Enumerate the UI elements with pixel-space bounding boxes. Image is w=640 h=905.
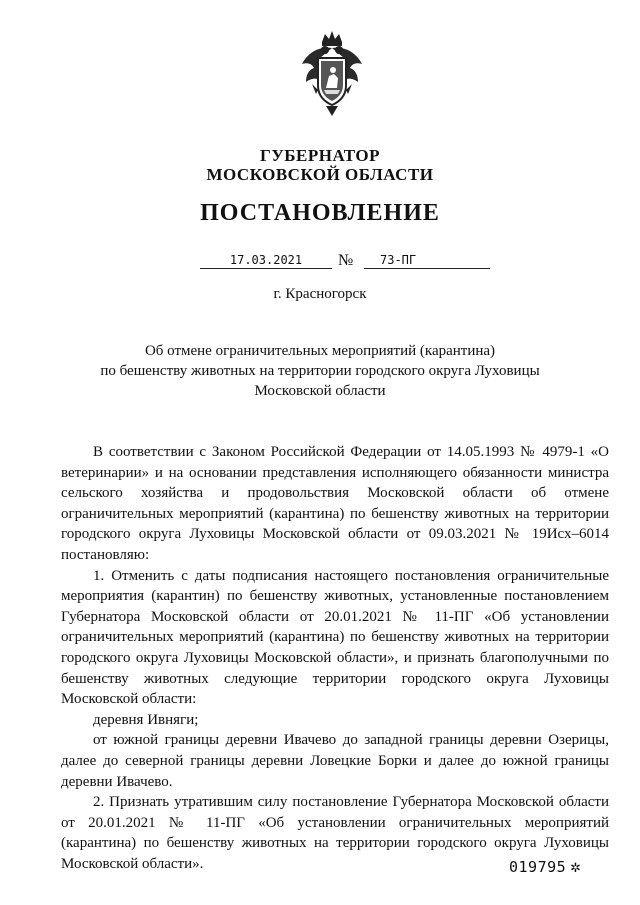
title-line: Московской области	[254, 383, 386, 399]
decree-number-field	[364, 253, 490, 269]
coat-of-arms-icon	[298, 28, 366, 118]
serial-mark-icon: ✲	[570, 857, 581, 877]
serial-number: 019795	[509, 858, 567, 876]
clause-2-paragraph: 2. Признать утратившим силу постановление Губернатора Московской области от 20.01.2021 № 11-ПГ «Об установлении ограничительных мероприятий (карантина) по бешенству животных на территории городского округа Луховицы Московской области».	[61, 794, 609, 872]
preamble-paragraph: В соответствии с Законом Российской Федерации от 14.05.1993 № 4979-1 «О ветеринарии» и на основании представления исполняющего обязанности министра сельского хозяйства и продовольствия Московской области об отмене ограничительных мероприятий (карантина) по бешенству животных на территории городского округа Луховицы Московской области от 09.03.2021 № 19Исх–6014 постановляю:	[61, 444, 609, 563]
clause-1-paragraph: 1. Отменить с даты подписания настоящего постановления ограничительные мероприятия (карантин) по бешенству животных, установленные постановлением Губернатора Московской области от 20.01.2021 № 11-ПГ «Об установлении ограничительных мероприятий (карантина) по бешенству животных на территории городского округа Луховицы Московской области», и признать благополучными по бешенству животных следующие территории городского округа Луховицы Московской области:	[61, 567, 609, 708]
decree-number: 73-ПГ	[380, 253, 417, 267]
decree-body	[61, 442, 609, 874]
decree-title	[0, 341, 640, 401]
decree-date: 17.03.2021	[200, 253, 332, 269]
territory-item: от южной границы деревни Ивачево до западной границы деревни Озерицы, далее до северной границы деревни Ловецкие Борки и далее до южной границы деревни Ивачево.	[61, 732, 609, 790]
registration-line	[200, 253, 490, 273]
territory-item: деревня Ивняги;	[93, 711, 199, 728]
document-type-heading: ПОСТАНОВЛЕНИЕ	[200, 200, 440, 226]
form-serial-number	[509, 857, 581, 877]
city-line: г. Красногорск	[273, 286, 367, 302]
number-sign: №	[338, 252, 354, 269]
title-line: по бешенству животных на территории городского округа Луховицы	[100, 363, 540, 379]
issuer-line-1: ГУБЕРНАТОР	[260, 146, 380, 165]
title-line: Об отмене ограничительных мероприятий (карантина)	[144, 343, 496, 359]
issuer-line-2: МОСКОВСКОЙ ОБЛАСТИ	[206, 165, 434, 184]
